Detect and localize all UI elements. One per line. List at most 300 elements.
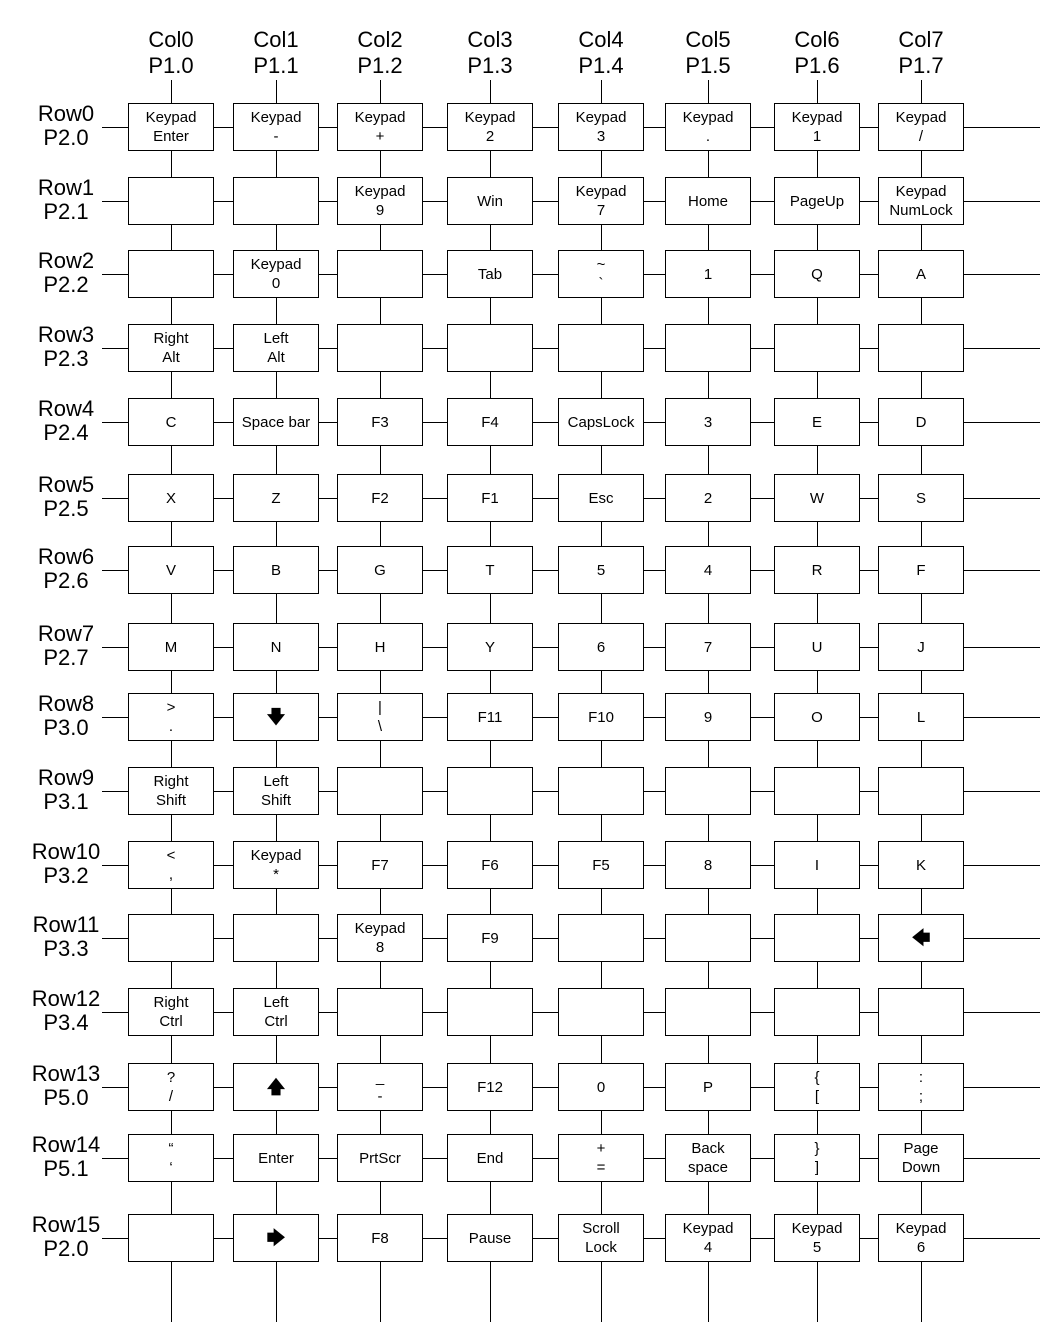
key-label: 5	[596, 561, 606, 579]
key-cell	[878, 1063, 964, 1111]
key-label: Keypad	[575, 183, 627, 200]
key-label: F10	[588, 708, 614, 726]
key-label: PrtScr	[359, 1149, 401, 1167]
row-header	[16, 913, 116, 961]
key-cell	[558, 250, 644, 298]
key-label: CapsLock	[567, 413, 635, 431]
key-label: I	[814, 856, 820, 874]
key-label: .	[168, 718, 174, 735]
key-label: Enter	[258, 1149, 294, 1167]
key-label: 3	[596, 128, 606, 145]
key-cell	[665, 1134, 751, 1182]
column-name: Col6	[794, 27, 840, 52]
row-name: Row14	[31, 1132, 101, 1157]
key-cell	[558, 474, 644, 522]
column-pin: P1.1	[253, 53, 299, 78]
key-label: Lock	[585, 1239, 617, 1256]
row-name: Row0	[37, 101, 95, 126]
key-label: Pause	[468, 1229, 512, 1247]
key-cell	[128, 474, 214, 522]
key-label: Keypad	[354, 920, 406, 937]
key-label: F	[916, 561, 926, 579]
column-header	[335, 27, 425, 79]
empty-key-cell	[774, 767, 860, 815]
empty-key-cell	[774, 914, 860, 962]
key-label: =	[596, 1159, 606, 1176]
key-label: “	[168, 1140, 174, 1157]
key-label: `	[598, 275, 604, 292]
column-header	[663, 27, 753, 79]
row-pin: P3.2	[43, 863, 89, 888]
key-label: W	[809, 489, 825, 507]
key-label: ?	[166, 1069, 176, 1086]
key-cell	[558, 693, 644, 741]
row-name: Row12	[31, 986, 101, 1011]
key-cell	[878, 841, 964, 889]
key-cell	[878, 398, 964, 446]
key-label: Ctrl	[159, 1013, 183, 1030]
key-label: Keypad	[895, 109, 947, 126]
empty-key-cell	[128, 250, 214, 298]
row-header	[16, 176, 116, 224]
key-cell	[878, 623, 964, 671]
key-label: 1	[703, 265, 713, 283]
key-label: Right	[153, 994, 189, 1011]
key-cell	[233, 841, 319, 889]
key-label: Y	[484, 638, 495, 656]
key-label: Z	[271, 489, 281, 507]
key-cell	[128, 623, 214, 671]
key-label: Page	[903, 1140, 939, 1157]
column-name: Col4	[578, 27, 624, 52]
key-cell	[128, 1134, 214, 1182]
key-cell	[774, 398, 860, 446]
key-label: Keypad	[682, 109, 734, 126]
key-cell	[233, 250, 319, 298]
row-name: Row11	[32, 912, 100, 937]
key-label: Shift	[155, 792, 186, 809]
key-label: PageUp	[789, 192, 845, 210]
key-cell	[447, 914, 533, 962]
key-label: F7	[371, 856, 389, 874]
key-label: Keypad	[895, 1220, 947, 1237]
key-cell	[337, 623, 423, 671]
key-label: B	[270, 561, 281, 579]
column-header	[231, 27, 321, 79]
key-label: :	[918, 1069, 924, 1086]
key-label: {	[814, 1069, 820, 1086]
key-cell	[128, 767, 214, 815]
key-label: -	[377, 1088, 383, 1105]
row-pin: P2.6	[43, 568, 89, 593]
key-cell	[665, 250, 751, 298]
column-pin: P1.4	[578, 53, 624, 78]
column-pin: P1.0	[148, 53, 194, 78]
key-label: D	[915, 413, 927, 431]
empty-key-cell	[447, 324, 533, 372]
key-cell	[774, 177, 860, 225]
key-label: Keypad	[464, 109, 516, 126]
empty-key-cell	[878, 767, 964, 815]
key-label: U	[811, 638, 823, 656]
row-pin: P2.2	[43, 272, 89, 297]
empty-key-cell	[665, 914, 751, 962]
key-cell	[665, 841, 751, 889]
row-header	[16, 766, 116, 814]
key-label: F1	[481, 489, 499, 507]
key-label: ‘	[169, 1159, 173, 1176]
row-name: Row1	[37, 175, 95, 200]
empty-key-cell	[558, 767, 644, 815]
row-name: Row15	[31, 1212, 101, 1237]
key-label: Right	[153, 330, 189, 347]
key-cell	[233, 398, 319, 446]
column-name: Col3	[467, 27, 513, 52]
key-cell	[665, 398, 751, 446]
row-header	[16, 473, 116, 521]
key-cell	[878, 693, 964, 741]
key-label: 8	[375, 939, 385, 956]
row-header	[16, 1133, 116, 1181]
row-name: Row10	[31, 839, 101, 864]
key-cell	[337, 398, 423, 446]
key-label: L	[916, 708, 926, 726]
key-cell	[665, 623, 751, 671]
key-cell	[337, 841, 423, 889]
arrow-icon: 🡄	[911, 927, 931, 948]
key-cell	[447, 693, 533, 741]
key-cell	[878, 546, 964, 594]
key-label: +	[596, 1140, 606, 1157]
key-cell	[128, 693, 214, 741]
key-label: 9	[375, 202, 385, 219]
column-name: Col7	[898, 27, 944, 52]
row-name: Row7	[37, 621, 95, 646]
empty-key-cell	[233, 177, 319, 225]
key-label: Down	[901, 1159, 941, 1176]
key-cell	[774, 1134, 860, 1182]
row-name: Row5	[37, 472, 95, 497]
row-header	[16, 397, 116, 445]
key-label: *	[273, 866, 279, 883]
row-pin: P2.1	[43, 199, 89, 224]
key-cell	[665, 1214, 751, 1262]
key-label: O	[811, 708, 823, 726]
key-label: /	[168, 1088, 174, 1105]
key-cell	[233, 623, 319, 671]
row-name: Row13	[31, 1061, 101, 1086]
key-label: Alt	[162, 349, 180, 366]
column-pin: P1.3	[467, 53, 513, 78]
key-label: >	[166, 699, 176, 716]
column-pin: P1.6	[794, 53, 840, 78]
key-label: Tab	[477, 265, 503, 283]
row-name: Row6	[37, 544, 95, 569]
key-cell	[233, 988, 319, 1036]
key-cell	[558, 398, 644, 446]
key-cell	[558, 1063, 644, 1111]
key-cell	[558, 1134, 644, 1182]
key-cell	[337, 546, 423, 594]
key-cell	[337, 1214, 423, 1262]
empty-key-cell	[337, 988, 423, 1036]
key-cell	[558, 546, 644, 594]
key-label: K	[915, 856, 926, 874]
key-cell	[233, 324, 319, 372]
key-label: /	[918, 128, 924, 145]
row-pin: P2.4	[43, 420, 89, 445]
key-label: 7	[596, 202, 606, 219]
key-cell	[128, 324, 214, 372]
key-label: Right	[153, 773, 189, 790]
key-cell	[337, 474, 423, 522]
key-cell	[233, 1134, 319, 1182]
empty-key-cell	[878, 988, 964, 1036]
key-cell	[665, 1063, 751, 1111]
column-name: Col0	[148, 27, 194, 52]
empty-key-cell	[233, 914, 319, 962]
key-label: F2	[371, 489, 389, 507]
empty-key-cell	[665, 324, 751, 372]
empty-key-cell	[128, 914, 214, 962]
key-cell	[878, 474, 964, 522]
row-pin: P3.1	[43, 789, 89, 814]
key-cell	[774, 1214, 860, 1262]
key-cell	[447, 1134, 533, 1182]
key-label: 2	[485, 128, 495, 145]
key-label: F12	[477, 1078, 503, 1096]
key-cell	[447, 623, 533, 671]
empty-key-cell	[774, 988, 860, 1036]
key-label: Left	[263, 994, 289, 1011]
key-cell	[878, 177, 964, 225]
key-label: ,	[168, 866, 174, 883]
key-cell	[665, 693, 751, 741]
row-header	[16, 323, 116, 371]
row-header	[16, 545, 116, 593]
column-name: Col1	[253, 27, 299, 52]
empty-key-cell	[337, 767, 423, 815]
column-pin: P1.5	[685, 53, 731, 78]
key-label: R	[811, 561, 823, 579]
key-cell	[447, 177, 533, 225]
row-name: Row3	[37, 322, 95, 347]
key-cell	[233, 767, 319, 815]
column-name: Col5	[685, 27, 731, 52]
row-header	[16, 1213, 116, 1261]
key-cell	[337, 1063, 423, 1111]
key-cell	[878, 1214, 964, 1262]
key-label: F6	[481, 856, 499, 874]
key-label: Shift	[260, 792, 291, 809]
row-name: Row8	[37, 691, 95, 716]
key-cell	[233, 103, 319, 151]
key-label: F8	[371, 1229, 389, 1247]
key-label: End	[476, 1149, 504, 1167]
key-label: M	[164, 638, 178, 656]
key-label: ~	[596, 256, 606, 273]
key-cell	[878, 250, 964, 298]
key-label: F5	[592, 856, 610, 874]
key-label: Keypad	[354, 183, 406, 200]
empty-key-cell	[337, 324, 423, 372]
row-pin: P2.3	[43, 346, 89, 371]
key-cell	[233, 474, 319, 522]
key-label: Win	[477, 192, 503, 210]
key-cell	[447, 546, 533, 594]
key-cell	[233, 1063, 319, 1111]
key-cell	[558, 177, 644, 225]
key-cell	[128, 398, 214, 446]
key-cell	[337, 1134, 423, 1182]
empty-key-cell	[447, 988, 533, 1036]
key-label: Scroll	[582, 1220, 620, 1237]
empty-key-cell	[558, 324, 644, 372]
key-label: Keypad	[895, 183, 947, 200]
key-label: Keypad	[145, 109, 197, 126]
key-cell	[558, 623, 644, 671]
key-label: \	[377, 718, 383, 735]
column-header	[876, 27, 966, 79]
key-cell	[665, 474, 751, 522]
key-cell	[774, 103, 860, 151]
key-label: T	[485, 561, 495, 579]
key-cell	[128, 988, 214, 1036]
key-cell	[774, 250, 860, 298]
key-cell	[665, 103, 751, 151]
key-cell	[337, 914, 423, 962]
key-cell	[774, 474, 860, 522]
column-header	[126, 27, 216, 79]
key-label: 2	[703, 489, 713, 507]
row-name: Row4	[37, 396, 95, 421]
key-label: J	[917, 638, 925, 656]
key-label: space	[687, 1159, 729, 1176]
key-cell	[665, 546, 751, 594]
row-pin: P2.0	[43, 1236, 89, 1261]
key-label: Enter	[153, 128, 189, 145]
key-cell	[128, 546, 214, 594]
key-cell	[878, 1134, 964, 1182]
key-label: E	[811, 413, 822, 431]
key-label: F11	[477, 708, 503, 726]
key-cell	[128, 841, 214, 889]
key-label: -	[273, 128, 279, 145]
column-name: Col2	[357, 27, 403, 52]
key-label: N	[270, 638, 282, 656]
key-label: ;	[918, 1088, 924, 1105]
key-label: Back	[691, 1140, 725, 1157]
key-cell	[774, 1063, 860, 1111]
key-label: 3	[703, 413, 713, 431]
key-label: +	[375, 128, 385, 145]
row-header	[16, 987, 116, 1035]
key-label: V	[165, 561, 176, 579]
row-header	[16, 692, 116, 740]
empty-key-cell	[128, 1214, 214, 1262]
key-cell	[128, 1063, 214, 1111]
key-label: Left	[263, 773, 289, 790]
key-cell	[558, 1214, 644, 1262]
key-cell	[233, 546, 319, 594]
key-label: [	[814, 1088, 820, 1105]
key-label: NumLock	[889, 202, 953, 219]
key-cell	[774, 693, 860, 741]
row-pin: P5.0	[43, 1085, 89, 1110]
key-cell	[774, 623, 860, 671]
key-label: Alt	[267, 349, 285, 366]
key-label: Keypad	[354, 109, 406, 126]
key-label: <	[166, 847, 176, 864]
column-pin: P1.2	[357, 53, 403, 78]
key-label: F3	[371, 413, 389, 431]
row-pin: P2.0	[43, 125, 89, 150]
key-cell	[447, 474, 533, 522]
key-label: Keypad	[575, 109, 627, 126]
key-cell	[447, 250, 533, 298]
key-label: Keypad	[682, 1220, 734, 1237]
key-label: 5	[812, 1239, 822, 1256]
key-label: G	[374, 561, 386, 579]
row-pin: P5.1	[43, 1156, 89, 1181]
key-cell	[447, 398, 533, 446]
key-cell	[447, 1214, 533, 1262]
column-header	[556, 27, 646, 79]
row-name: Row2	[37, 248, 95, 273]
key-label: Keypad	[250, 256, 302, 273]
key-label: F4	[481, 413, 499, 431]
key-cell	[774, 546, 860, 594]
row-pin: P2.5	[43, 496, 89, 521]
key-cell	[558, 841, 644, 889]
column-header	[445, 27, 535, 79]
empty-key-cell	[128, 177, 214, 225]
key-label: C	[165, 413, 177, 431]
row-header	[16, 840, 116, 888]
key-label: 7	[703, 638, 713, 656]
key-label: 6	[916, 1239, 926, 1256]
key-cell	[447, 103, 533, 151]
column-pin: P1.7	[898, 53, 944, 78]
key-label: _	[375, 1069, 385, 1086]
row-header	[16, 102, 116, 150]
key-label: A	[915, 265, 926, 283]
key-label: P	[702, 1078, 713, 1096]
empty-key-cell	[337, 250, 423, 298]
key-label: Esc	[588, 489, 614, 507]
row-name: Row9	[37, 765, 95, 790]
empty-key-cell	[558, 914, 644, 962]
key-label: X	[165, 489, 176, 507]
column-header	[772, 27, 862, 79]
row-pin: P3.4	[43, 1010, 89, 1035]
key-label: Space bar	[241, 413, 311, 431]
empty-key-cell	[665, 988, 751, 1036]
key-label: 6	[596, 638, 606, 656]
key-label: 4	[703, 1239, 713, 1256]
key-cell	[337, 693, 423, 741]
key-cell	[447, 841, 533, 889]
key-label: H	[374, 638, 386, 656]
empty-key-cell	[774, 324, 860, 372]
empty-key-cell	[878, 324, 964, 372]
row-pin: P3.3	[43, 936, 89, 961]
key-label: 4	[703, 561, 713, 579]
key-cell	[233, 693, 319, 741]
key-label: .	[705, 128, 711, 145]
key-label: Keypad	[791, 109, 843, 126]
key-label: 9	[703, 708, 713, 726]
